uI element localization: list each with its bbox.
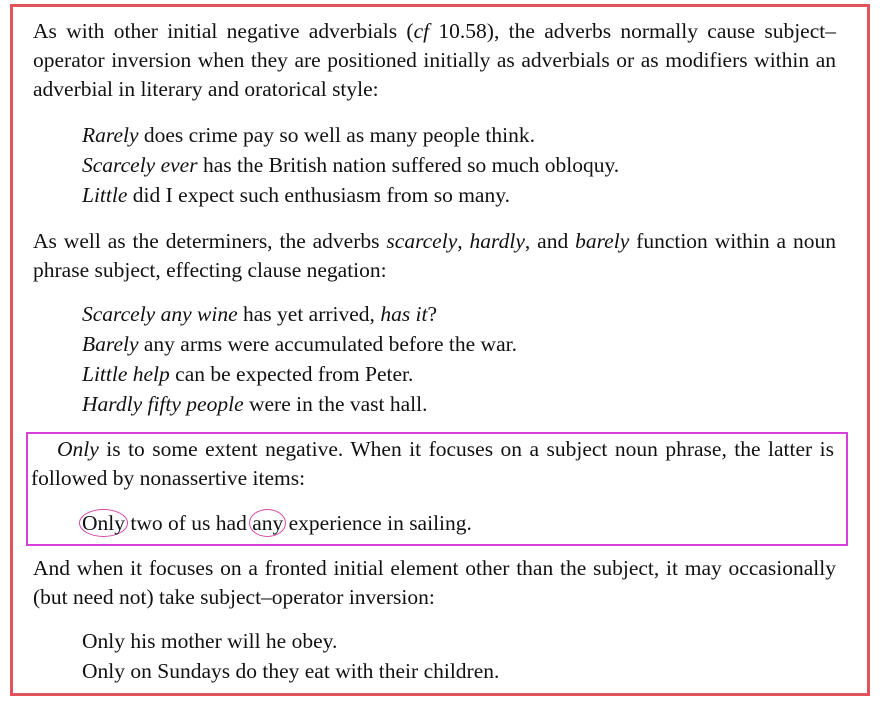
- paragraph-inversion: As with other initial negative adverbials (cf 10.58), the adverbs normally cause subject–operator inversion when they are positioned initially as adverbials or as modifiers within an adverbial in literary and oratorical style:: [33, 19, 836, 101]
- example-line: Scarcely any wine has yet arrived, has it?: [82, 302, 438, 326]
- examples-inversion: [82, 120, 842, 210]
- example-line: Only his mother will he obey.: [82, 629, 338, 653]
- example-line: Little help can be expected from Peter.: [82, 362, 414, 386]
- circled-word-any: any: [249, 509, 286, 537]
- example-line: Only on Sundays do they eat with their children.: [82, 659, 500, 683]
- example-line: Scarcely ever has the British nation suffered so much obloquy.: [82, 153, 620, 177]
- example-line: Rarely does crime pay so well as many people think.: [82, 123, 535, 147]
- example-line: Only two of us had any experience in sailing.: [82, 508, 842, 538]
- example-line: Little did I expect such enthusiasm from so many.: [82, 183, 510, 207]
- example-only: [82, 508, 842, 538]
- paragraph-fronted: And when it focuses on a fronted initial element other than the subject, it may occasionally (but need not) take subject–operator inversion:: [33, 556, 836, 609]
- example-line: Hardly fifty people were in the vast hall.: [82, 392, 428, 416]
- examples-determiners: [82, 299, 842, 419]
- circled-word-only: Only: [79, 509, 128, 537]
- paragraph-determiners: As well as the determiners, the adverbs scarcely, hardly, and barely function within a noun phrase subject, effecting clause negation:: [33, 229, 837, 282]
- paragraph-only: Only is to some extent negative. When it focuses on a subject noun phrase, the latter is followed by nonassertive items:: [31, 437, 834, 490]
- examples-fronted: [82, 626, 842, 686]
- example-line: Barely any arms were accumulated before the war.: [82, 332, 517, 356]
